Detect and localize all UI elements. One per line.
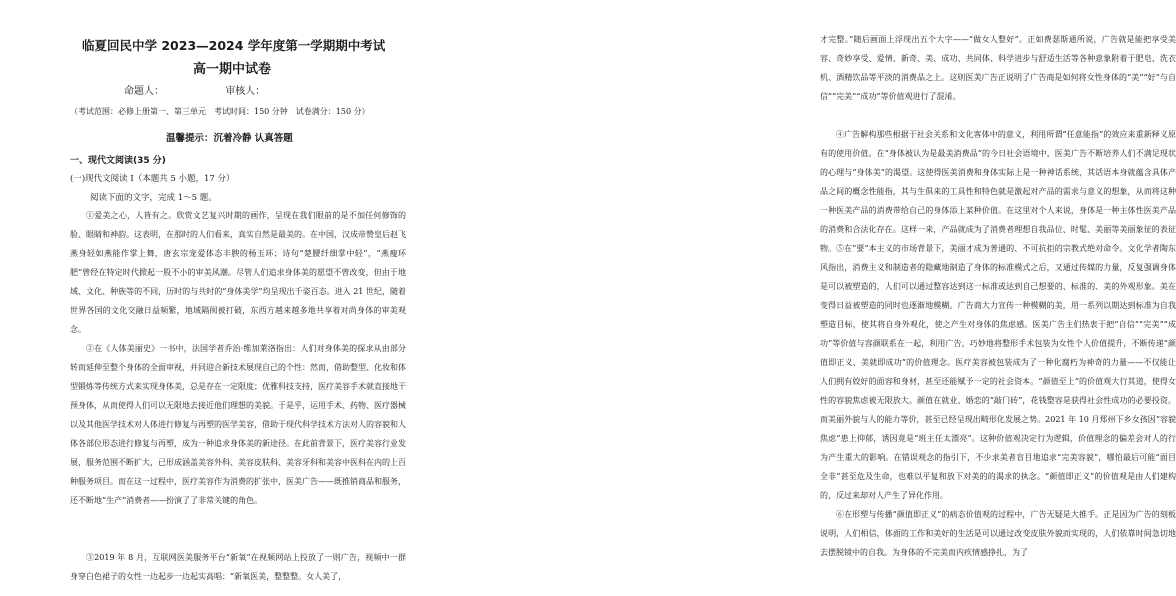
- author-line: [124, 82, 265, 97]
- paragraph-1: ①爱美之心，人皆有之。欣赏文艺复兴时期的画作，呈现在我们眼前的是不加任何修饰的脸、眼睛和神韵。这表明，在那时的人们看来，真实自然是最美的。在中国，汉成帝赞皇后赵飞燕身轻如燕能作掌上舞，唐玄宗宠爱体态丰腴的杨玉环；诗句“楚腰纤细掌中轻”，“燕瘦环肥”曾经在特定时代掀起一股不小的审美风潮。尽管人们追求身体美的愿望不曾改变，但由于地域、文化、种族等的不同，历时的与共时的“身体美学”均呈现出千姿百态。进入 21 世纪，随着世界各国的文化交融日益频繁，地域隔阂被打破，东西方越来越多地共享着对尚身体的审美观念。: [70, 211, 406, 334]
- section-title: 一、现代文阅读(35 分): [70, 156, 166, 166]
- exam-info: （考试范围：必修上册第一、第三单元 考试时间：150 分钟 试卷满分：150 分）: [70, 107, 370, 116]
- author-label: 命题人：: [124, 86, 164, 97]
- exam-title: 临夏回民中学 2023—2024 学年度第一学期期中考试: [82, 38, 386, 53]
- paragraph-3: ③2019 年 8 月，互联网医美服务平台“新氧”在视频网站上投放了一则广告，视频中一群身穿白色裙子的女性一边起步一边起实高唱：“新氧医美，整整整。女人美了，: [70, 553, 406, 581]
- exam-subtitle: 高一期中试卷: [192, 62, 271, 77]
- paragraph-5: ⑤在“要”本主义的市场背景下，美丽才成为普通的、不可抗拒的宗教式绝对命令。文化学者陶东风指出，消费主义和制造者的隐藏地制造了身体的标准模式之后，又通过传媒的力量，反复强调身体是可以被塑造的，人们可以通过整容达到这一标准或达到自己想要的、标准的、美的外观形象。美在变得日益被塑造的同时也逐渐地模糊。广告商大力宣传一种模糊的美，用一系列以期达到标准为自我塑造目标，使其将自身外观化，使之产生对身体的焦虑感。医美广告主们热衷于把“自信”“完美”“成功”等价值与容颜联系在一起，利用广告，巧妙地将整形手术包装为女性个人价值提升，不断传递“颜值即正义、美就即成功”的价值理念。医疗美容被包装成为了一种化腐朽为神奇的力量——不仅能让人们拥有姣好的面容和身材，甚至还能赋予一定的社会资本。“颜值至上”的价值观大行其道，使得女性的容貌焦虑被无限放大。颜值在就业、婚恋的“敲门砖”，花钱整容是获得社会性成功的必要投资。而美丽外貌与人的能力等价，甚至已经呈现出畸形化发展之势。2021 年 10 月郑州下乡女孩因“容貌焦虑”患上抑郁，诱因竟是“班主任太漂亮”。这种价值观决定行为逻辑，价值理念的偏差会对人的行为产生重大的影响。在错误观念的指引下，不少求美者盲目地追求“完美容貌”，哪怕最后可能“面目全非”甚至危及生命，也难以平复和放下对美的的渴求的执念。“颜值即正义”的价值观是由人们建构的，反过来却对人产生了异化作用。: [820, 244, 1176, 500]
- exam-tip: 温馨提示：沉着冷静 认真答题: [166, 133, 293, 144]
- paragraph-6: ⑥在形塑与传播“颜值即正义”的病态价值观的过程中，广告无疑是大推手。正是因为广告的刻板说明，人们相信，体面的工作和美好的生活是可以通过改变皮肤外貌而实现的，人们依靠时间急切地去摆脱镜中的自我。为身体的不完美而内疚情感挣扎，为了: [820, 510, 1176, 557]
- paragraph-4: ④广告解构那些根据于社会关系和文化客体中的意义，利用所谓“任意能指”的效应来重新释义原有的使用价值。在“身体被认为是最美消费品”的今日社会语境中，医美广告不断培养人们不满足现状的心理与“身体美”的渴望。这使得医美消费和身体实际上是一种神话系统，其话语本身就蕴含具体产品之间的概念性能指，其与生俱来的工具性和特色就是激起对产品的需求与意义的想象，从而将这种一种医美产品的消费带给自己的身体添上某种价值。在这里对个人来说，身体是一种主体性医美产品的消费和合法化存在。这样一来，产品就成为了消费者理想自我品位、时髦、美丽等美丽象征的表征物。: [820, 130, 1176, 253]
- paragraph-3-continued: 才完整。”随后画面上浮现出五个大字——“做女人整好”。正如费瑟斯通所说，广告就是能把享受美容、奇妙享受、爱情、新奇、美、成功、共同体、科学进步与舒适生活等各种意象附着于肥皂、洗衣机、酒精饮品等平淡的消费品之上。这则医美广告正说明了广告商是如何将女性身体的“美”“好”与自信”“完美”“成功”等价值观进行了混淆。: [820, 35, 1176, 101]
- reviewer-label: 审核人：: [225, 86, 266, 97]
- section-instruction: 阅读下面的文字，完成 1～5 题。: [90, 193, 217, 203]
- paragraph-2: ②在《人体美丽史》一书中，法国学者乔治·维加莱洛指出：人们对身体美的探求从由部分转而延伸至整个身体的全面审视，并同迎合新技术展现自己的个性：然而，借助整型、化妆和体型锻炼等传统方式来实现身体美，总是存在一定限度；优雅科技支持，医疗美容手术就直接地干预身体，从而使得人们可以无限地去接近他们理想的美貌。于是乎，运用手术、药物、医疗器械以及其他医学技术对人体进行修复与再塑的医学美容，借助于现代科学技术方法对人的容貌和人体各部位形态进行修复与再塑，成为一种追求身体美的新途径。在此前背景下，医疗美容行业发展，服务范围不断扩大，已形成涵盖美容外科、美容皮肤科、美容牙科和美容中医科在内的上百种服务项目。而在这一过程中，医疗美容作为消费的扩张中，医美广告——既推销商品和服务，还不断地“生产”消费者——扮演了了非常关键的角色。: [70, 344, 406, 505]
- section-subtitle: (一)现代文阅读 I（本题共 5 小题，17 分）: [70, 174, 235, 184]
